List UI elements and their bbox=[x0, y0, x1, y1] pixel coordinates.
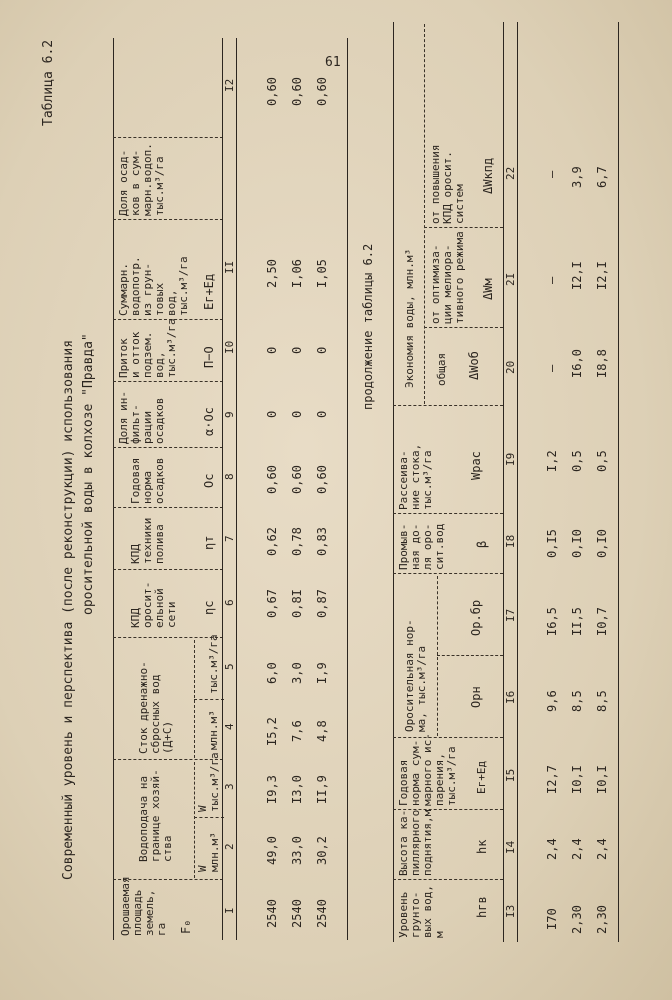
t1-cell: 0,60 bbox=[265, 465, 279, 494]
t1-cell: 49,0 bbox=[265, 836, 279, 865]
t2-cell: I2,7 bbox=[545, 765, 559, 794]
t1-cell: 0,60 bbox=[290, 465, 304, 494]
t2-colnum: I5 bbox=[504, 768, 517, 782]
t2-cell: 0,I0 bbox=[595, 529, 609, 558]
t2-cell: I70 bbox=[545, 908, 559, 930]
t2-cell: – bbox=[545, 364, 559, 372]
t2-header-dispersion: Рассеива- ние стока, тыс.м³/га bbox=[397, 443, 434, 510]
t1-cell: I,9 bbox=[315, 662, 329, 684]
t2-cell: 0,I0 bbox=[570, 529, 584, 558]
t2-cell: I6,0 bbox=[570, 349, 584, 378]
t1-header-supply: Водоподача на границе хозяй- ства bbox=[137, 769, 174, 862]
t1-cell: 7,6 bbox=[290, 720, 304, 742]
t1-header-precip-share: Доля осад- ков в сум- марн.водоп. тыс.м³/га bbox=[117, 143, 166, 216]
t2-cell: – bbox=[545, 170, 559, 178]
t1-cell: 0,8I bbox=[290, 589, 304, 618]
t1-cell: I,06 bbox=[290, 259, 304, 288]
t1-symbol-nc: ηc bbox=[202, 600, 216, 615]
t2-symbol-wras: Wрас bbox=[469, 451, 483, 480]
t1-colnum: I bbox=[223, 907, 236, 914]
t1-cell: 0,62 bbox=[265, 527, 279, 556]
t2-header-water-savings: Экономия воды, млн.м³ bbox=[403, 248, 416, 388]
t1-header-precip: Годовая норма осадков bbox=[129, 457, 166, 504]
t1-colnum: 4 bbox=[223, 723, 236, 730]
t1-cell: I5,2 bbox=[265, 717, 279, 746]
t1-cell: 0,78 bbox=[290, 527, 304, 556]
t1-header-drainage-mln: млн.м³ bbox=[207, 710, 220, 750]
t1-header-supply-ha: W тыс.м³/га bbox=[196, 752, 221, 812]
t2-cell: – bbox=[545, 276, 559, 284]
t2-colnum: 22 bbox=[504, 166, 517, 180]
t1-cell: 0,83 bbox=[315, 527, 329, 556]
t2-symbol-dwkpd: ΔWкпд bbox=[481, 157, 495, 194]
t2-colnum: 20 bbox=[504, 360, 517, 374]
t1-colnum: I0 bbox=[223, 340, 236, 354]
t1-colnum: 6 bbox=[223, 599, 236, 606]
t2-cell: I6,5 bbox=[545, 607, 559, 636]
t2-cell: I0,I bbox=[595, 765, 609, 794]
t1-symbol-nt: ηт bbox=[202, 535, 216, 550]
t2-cell: I0,I bbox=[570, 765, 584, 794]
t1-cell: 0 bbox=[265, 410, 279, 418]
t1-colnum: 8 bbox=[223, 473, 236, 480]
t2-symbol-dwm: ΔWм bbox=[481, 278, 495, 300]
t1-header-infiltration: Доля ин- фильт- рации осадков bbox=[117, 391, 166, 444]
t1-header-supply-mln: W млн.м³ bbox=[196, 832, 221, 872]
t1-cell: 0,60 bbox=[315, 77, 329, 106]
t1-header-drainage: Сток дренажно- сбросных вод (Д+С) bbox=[137, 661, 174, 754]
t1-cell: 2540 bbox=[265, 899, 279, 928]
t1-cell: 0 bbox=[290, 346, 304, 354]
t2-colnum: I8 bbox=[504, 534, 517, 548]
t2-cell: 0,5 bbox=[570, 450, 584, 472]
t2-cell: 2,4 bbox=[595, 838, 609, 860]
t2-symbol-orbr: Oр.бр bbox=[469, 599, 483, 636]
t2-symbol-orn: Oрн bbox=[469, 686, 483, 708]
title-line-2: оросительной воды в колхозе "Правда" bbox=[81, 333, 96, 615]
t1-cell: 33,0 bbox=[290, 836, 304, 865]
t2-header-leaching: Промыв- ная до- ля оро- сит.вод bbox=[397, 523, 446, 570]
t2-header-irrigation-norm: Оросительная нор- ма, тыс.м³/га bbox=[403, 619, 428, 732]
t2-cell: I0,7 bbox=[595, 607, 609, 636]
t1-cell: I,05 bbox=[315, 259, 329, 288]
t1-colnum: 9 bbox=[223, 411, 236, 418]
t2-header-efficiency: от повышения КПД оросит. систем bbox=[429, 144, 466, 224]
t2-header-evap: Годовая норма сум- марного ис- парения, тыс.м³/га bbox=[397, 733, 458, 806]
t2-cell: 9,6 bbox=[545, 690, 559, 712]
t2-colnum: 2I bbox=[504, 272, 517, 286]
t1-cell: 0,60 bbox=[315, 465, 329, 494]
t2-cell: 0,I5 bbox=[545, 529, 559, 558]
t1-cell: 0 bbox=[315, 410, 329, 418]
continuation-label: продолжение таблицы 6.2 bbox=[361, 243, 375, 410]
t1-symbol-oc: Oc bbox=[202, 473, 216, 488]
t2-colnum: I9 bbox=[504, 452, 517, 466]
t1-cell: 2,50 bbox=[265, 259, 279, 288]
t2-symbol-beta: β bbox=[475, 540, 489, 548]
table-label: Таблица 6.2 bbox=[41, 39, 56, 126]
t1-cell: 6,0 bbox=[265, 662, 279, 684]
t1-cell: 0 bbox=[290, 410, 304, 418]
t2-cell: 2,30 bbox=[570, 905, 584, 934]
t1-cell: 3,0 bbox=[290, 662, 304, 684]
t1-header-inflow: Приток и отток подзем. вод, тыс.м³/га bbox=[117, 318, 178, 378]
t2-header-total: общая bbox=[435, 352, 448, 386]
t1-cell: 0,87 bbox=[315, 589, 329, 618]
t1-cell: 0 bbox=[265, 346, 279, 354]
t1-symbol-eg: Ег+Ед bbox=[202, 273, 216, 310]
t1-colnum: 7 bbox=[223, 535, 236, 542]
title-line-1: Современный уровень и перспектива (после реконструкции) использования bbox=[61, 339, 76, 880]
t1-cell: 0,60 bbox=[290, 77, 304, 106]
t2-symbol-dwob: ΔWоб bbox=[467, 351, 481, 380]
t1-cell: 2540 bbox=[290, 899, 304, 928]
t2-header-optimization: от оптимиза- ции мелиора- тивного режима bbox=[429, 231, 466, 324]
t2-header-gw-level: Уровень грунто- вых вод, м bbox=[397, 885, 446, 938]
t1-header-groundwater: Суммарн. водопотр. из грун- товых вод, тыс.м³/га bbox=[117, 256, 190, 316]
t2-cell: I,2 bbox=[545, 450, 559, 472]
t2-cell: 2,4 bbox=[545, 838, 559, 860]
t2-cell: I8,8 bbox=[595, 349, 609, 378]
t2-colnum: I4 bbox=[504, 840, 517, 854]
t1-colnum: 3 bbox=[223, 783, 236, 790]
t2-cell: I2,I bbox=[570, 261, 584, 290]
t2-cell: II,5 bbox=[570, 607, 584, 636]
t1-cell: II,9 bbox=[315, 775, 329, 804]
t2-colnum: I6 bbox=[504, 690, 517, 704]
t1-header-drainage-ha: тыс.м³/га bbox=[207, 634, 220, 694]
t1-cell: 4,8 bbox=[315, 720, 329, 742]
t2-cell: 2,4 bbox=[570, 838, 584, 860]
t2-colnum: I7 bbox=[504, 608, 517, 622]
t1-symbol-po: П−О bbox=[202, 346, 216, 368]
t1-symbol-f0: F₀ bbox=[179, 919, 193, 934]
t2-cell: 6,7 bbox=[595, 166, 609, 188]
t1-symbol-aoc: α·Oc bbox=[202, 407, 216, 436]
t2-header-capillary: Высота ка- пиллярного поднятия,м bbox=[397, 809, 434, 876]
t2-cell: 2,30 bbox=[595, 905, 609, 934]
t1-cell: 30,2 bbox=[315, 836, 329, 865]
t2-cell: 8,5 bbox=[595, 690, 609, 712]
t2-cell: 8,5 bbox=[570, 690, 584, 712]
t1-header-tech-eff: КПД техники полива bbox=[129, 517, 166, 564]
t1-header-area: Орошаемая площадь земель, га bbox=[119, 876, 168, 936]
t1-cell: 2540 bbox=[315, 899, 329, 928]
t1-colnum: 2 bbox=[223, 843, 236, 850]
t1-header-net-eff: КПД оросит- ельной сети bbox=[129, 581, 178, 628]
t1-colnum: I2 bbox=[223, 78, 236, 92]
t1-colnum: 5 bbox=[223, 663, 236, 670]
page-number: 61 bbox=[325, 55, 341, 70]
t2-symbol-eg: Ег+Ед bbox=[475, 760, 488, 794]
t2-symbol-hk: hк bbox=[475, 839, 489, 854]
t1-cell: 0 bbox=[315, 346, 329, 354]
t1-cell: I9,3 bbox=[265, 775, 279, 804]
t1-colnum: II bbox=[223, 260, 236, 274]
t1-cell: 0,67 bbox=[265, 589, 279, 618]
t2-cell: I2,I bbox=[595, 261, 609, 290]
t2-cell: 0,5 bbox=[595, 450, 609, 472]
t1-cell: 0,60 bbox=[265, 77, 279, 106]
t2-colnum: I3 bbox=[504, 904, 517, 918]
t2-symbol-hgv: hгв bbox=[475, 896, 489, 918]
t1-cell: I3,0 bbox=[290, 775, 304, 804]
t2-cell: 3,9 bbox=[570, 166, 584, 188]
